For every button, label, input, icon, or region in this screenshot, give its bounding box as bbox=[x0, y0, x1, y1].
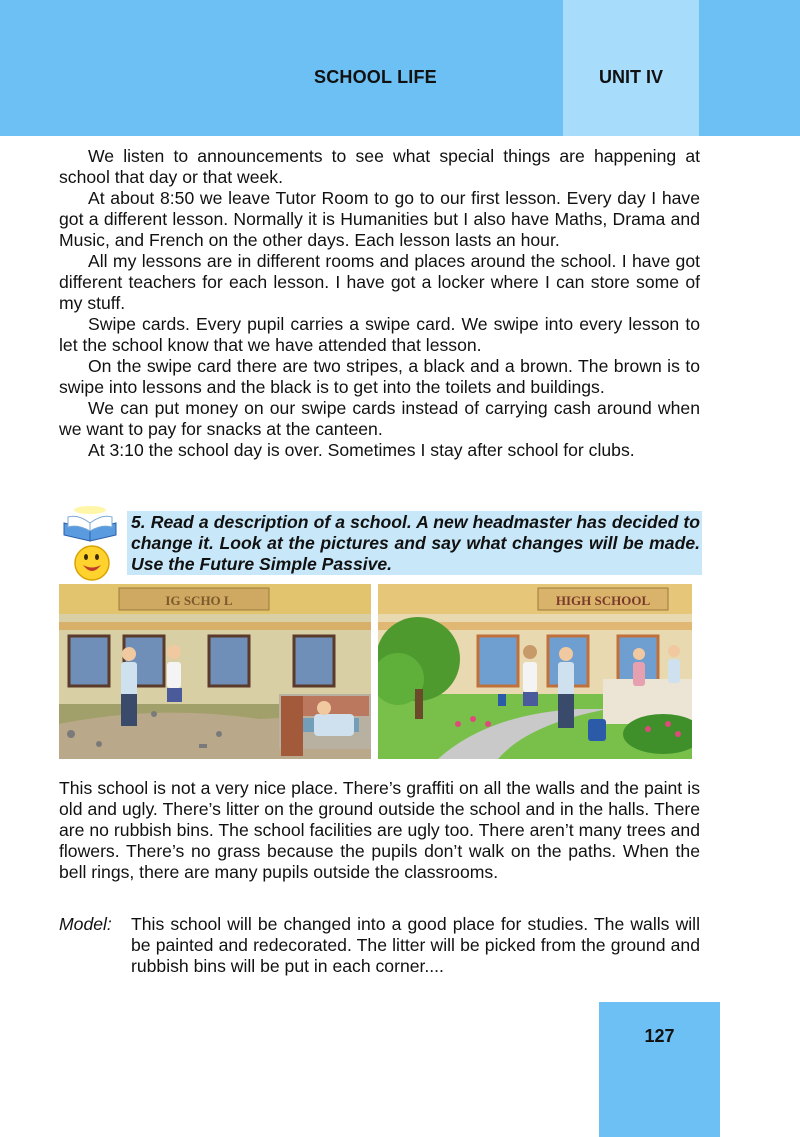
page-number: 127 bbox=[644, 1026, 675, 1046]
book-icon bbox=[64, 506, 116, 541]
paragraph: At about 8:50 we leave Tutor Room to go to our first lesson. Every day I have got a different lesson. Normally it is Humanities but I also have Maths, Drama and Music, and French on the other days. Each lesson lasts an hour. bbox=[59, 188, 700, 250]
paragraph: At 3:10 the school day is over. Sometimes I stay after school for clubs. bbox=[88, 440, 635, 460]
paragraph: We can put money on our swipe cards instead of carrying cash around when we want to pay for snacks at the canteen. bbox=[59, 398, 700, 439]
book-smiley-icon bbox=[60, 503, 120, 585]
paragraph: Swipe cards. Every pupil carries a swipe card. We swipe into every lesson to let the school know that we have attended that lesson. bbox=[59, 314, 700, 355]
picture-school-after bbox=[378, 584, 692, 759]
reading-text bbox=[59, 146, 700, 461]
paragraph: All my lessons are in different rooms and places around the school. I have got different teachers for each lesson. I have got a locker where I can store some of my stuff. bbox=[59, 251, 700, 313]
paragraph: We listen to announcements to see what special things are happening at school that day or that week. bbox=[59, 146, 700, 187]
school-sign-text: HIGH SCHOOL bbox=[555, 593, 651, 608]
unit-label: UNIT IV bbox=[598, 67, 663, 87]
task-instruction: 5. Read a description of a school. A new headmaster has decided to change it. Look at the pictures and say what changes will be made. Use the Future Simple Passive. bbox=[131, 512, 700, 574]
model-label-text: Model bbox=[59, 914, 107, 934]
model-label: Model: bbox=[59, 914, 112, 934]
paragraph: On the swipe card there are two stripes, a black and a brown. The brown is to swipe into lessons and the black is to get into the toilets and buildings. bbox=[59, 356, 700, 397]
school-sign-text: IG SCHO L bbox=[165, 593, 233, 608]
section-title: SCHOOL LIFE bbox=[314, 67, 437, 87]
picture-school-before bbox=[59, 584, 371, 759]
smiley-icon bbox=[75, 546, 109, 580]
model-answer: This school will be changed into a good place for studies. The walls will be painted and redecorated. The litter will be picked from the ground and rubbish bins will be put in each corner.... bbox=[131, 914, 700, 976]
school-description: This school is not a very nice place. There’s graffiti on all the walls and the paint is old and ugly. There’s litter on the ground outside the school and in the halls. There are no rubbish bins. The school facilities are ugly too. There aren’t many trees and flowers. There’s no grass because the pupils don’t walk on the paths. When the bell rings, there are many pupils outside the classrooms. bbox=[59, 778, 700, 882]
page-number-tab bbox=[599, 1002, 720, 1137]
